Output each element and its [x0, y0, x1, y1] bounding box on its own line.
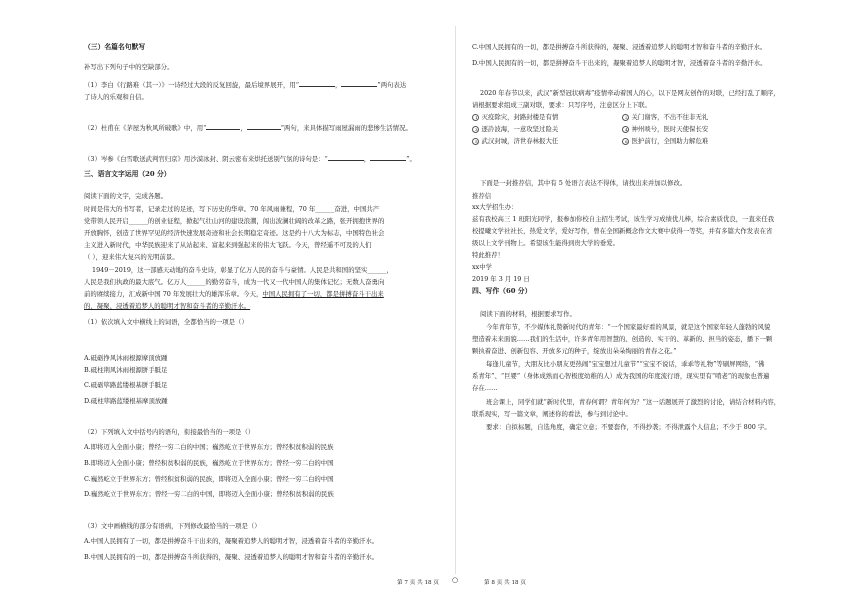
letter-title: 推荐信: [472, 192, 492, 200]
question-2: （2）下列填入文中括号内的语句，衔接最恰当的一项是（）: [84, 428, 255, 436]
q2-option-a[interactable]: A.即将迈入全面小康；曾经一穷二白的中国；巍然屹立于世界东方；曾经积贫积弱的民族: [84, 443, 334, 451]
page-separator: ○: [452, 576, 459, 584]
passage-p2-line1: 1949－2019，这一部感天动地的奋斗史诗，彰显了亿万人民的奋斗与豪情。人民是共和国的坚实______，: [92, 266, 393, 274]
q3-option-d[interactable]: D.中国人民拥有的一切，都是拼搏奋斗干出来的，凝聚着追梦人的聪明才智，浸透着奋斗者的辛勤汗水。: [472, 59, 767, 67]
section-3-instruction: 补写出下列句子中的空缺部分。: [84, 63, 174, 71]
underlined-sentence: 中国人民拥有了一切，都是拼搏奋斗干出来: [262, 290, 384, 298]
writing-requirements: 要求：自拟标题，自选角度，确定立意；不要套作，不得抄袭；不得泄露个人信息；不少于 800 字。: [486, 423, 771, 431]
letter-line1: 兹有我校高三 1 班阳光同学，报参加你校自主招生考试，该生学习成绩优儿棒，综合素质优良，一直来任我: [472, 215, 775, 223]
couplet-item-4: 4 神州啖兮，医时天使保长安: [622, 125, 708, 134]
section-language-title: 三、语言文字运用（20 分）: [84, 170, 171, 178]
q3-option-b[interactable]: B.中国人民拥有的一切，都是拼搏奋斗所获得的，凝聚、浸透着追梦人的聪明才智和奋斗者的辛勤汗水。: [84, 553, 379, 561]
letter-signature: xx中学: [472, 263, 492, 271]
writing-material-line3: 颗执着奋进、创新包容、开放多元的种子，绽放出朵朵绚丽的青春之花。”: [472, 347, 677, 355]
q1-option-a[interactable]: A.砥砺挣风沐雨根源摩顶放踵: [84, 354, 168, 362]
column-divider: [455, 26, 456, 574]
passage-p2-line3: 前的赓续接力，汇成新中国 70 年发展壮大的雄浑乐章。今天，中国人民拥有了一切，都是拼搏奋斗干出来: [84, 290, 384, 298]
q1-option-d[interactable]: D.砥柱筚路蓝缕根基摩顶放踵: [84, 397, 168, 405]
q3-option-a[interactable]: A.中国人民拥有了一切，都是拼搏奋斗干出来的，凝聚着追梦人的聪明才智，浸透着奋斗者的辛勤汗水。: [84, 537, 379, 545]
writing-material-line6: 存在……: [472, 384, 498, 392]
writing-material-line5: 系青年”、“巨婴”（身体成熟而心智极度幼稚的人）成为我国的年度流行语，现实里有“啃老”的现象也普遍: [472, 372, 770, 380]
letter-line2: 校提曦文学社社长，热爱文学，爱好写作，曾在全国新概念作文大赛中获得一等奖，并有多篇大作发表在省: [472, 227, 773, 235]
underlined-sentence-cont: 的，凝聚、浸透着追梦人的聪明才智和奋斗者的辛勤汗水。: [84, 302, 251, 310]
section-3-title: （三）名篇名句默写: [84, 43, 146, 51]
passage-p1-line3: 开放胸怀，创造了世界罕见的经济快速发展奇迹和社会长期稳定奇迹。这是约十八大为标志，中国特色社会: [84, 229, 385, 237]
page-number-left: 第 7 页 共 18 页: [397, 580, 439, 586]
couplet-item-6: 6 医护前行，全国助力解危难: [622, 137, 708, 146]
recite-q1-cont: 了诗人的乐观和自信。: [84, 93, 148, 101]
q1-option-b[interactable]: B.砥柱荆风沐雨根源胼手胝足: [84, 366, 168, 374]
writing-material-line2: 塑造着未来面貌……我们的生活中，许多青年用智慧的、创造的、实干的、革新的、担当的姿态，播下一颗: [472, 335, 773, 343]
letter-date: 2019 年 3 月 19 日: [472, 275, 530, 283]
writing-instruction: 阅读下面的材料，根据要求写作。: [480, 310, 576, 318]
letter-recipient: xx大学招生办：: [472, 203, 518, 211]
passage-p1-line4: 主义进入新时代，中华民族迎来了从站起来、富起来到强起来的伟大飞跃。今天，曾经遥不可及的人们: [84, 241, 372, 249]
q3-option-c[interactable]: C.中国人民拥有的一切，都是拼搏奋斗所获得的，凝聚、浸透着追梦人的聪明才智和奋斗者的辛勤汗水。: [472, 43, 767, 51]
section-writing-title: 四、写作（60 分）: [472, 287, 532, 295]
recite-q3: （3）岑参《白雪歌送武判官归京》用沙漠冰封、阴云密布来烘托送别气氛的诗句是：“ ， ”。: [84, 155, 416, 163]
letter-line3: 级以上文学刊物上。希望该生能得到贵大学的垂爱。: [472, 239, 619, 247]
letter-instruction: 下面是一封推荐信，其中有 5 处语言表达不得体，请找出来并加以修改。: [480, 179, 687, 187]
writing-material-line4: 每逢儿童节，大朋友比小朋友更热闹“宝宝想过儿童节”“宝宝不说话，乖乖等礼物”等刷屏网络，“佛: [486, 360, 765, 368]
reading-instruction: 阅读下面的文字，完成各题。: [84, 192, 168, 200]
passage-p2-line2: 人民是我们执政的最大底气。亿万人______的勤劳奋斗，成为一代又一代中国人的集体记忆；无数人奋勇向: [84, 278, 385, 286]
writing-material-line1: 今年青年节，不少媒体礼赞新时代的青年：“一个国家最好看的风景，就是这个国家年轻人蓬勃的风貌: [486, 323, 771, 331]
passage-p1-line5: （ ），迎来伟大复兴的光明前景。: [84, 253, 179, 261]
q2-option-d[interactable]: D.巍然屹立于世界东方；曾经一穷二白的中国，即将迈入全面小康；曾经积贫积弱的民族: [84, 490, 334, 498]
couplet-item-3: 3 逐訡波海，一意攻坚过险关: [472, 125, 558, 134]
passage-p1-line2: 党带领人民开启______的创业征程，掀起气壮山河的建设浪潮，闯出波澜壮阔的改革之路，张开拥抱世界的: [84, 217, 385, 225]
q1-option-c[interactable]: C.砥砺筚路蓝缕根基胼手胝足: [84, 381, 168, 389]
writing-task-line1: 班会课上，同学们就“新时代里，青春何谓？青年何为？”这一话题展开了激烈的讨论，请结合材料内容，: [486, 398, 781, 406]
page-number-right: 第 8 页 共 18 页: [484, 580, 526, 586]
writing-task-line2: 联系现实，写一篇文章，阐述你的看法，参与到讨论中。: [472, 410, 632, 418]
recite-q1: （1）李白《行路难（其一）》一诗经过大段的反复回旋，最后境界展开，用“ ， ”两句表达: [84, 81, 407, 89]
question-1: （1）依次填入文中横线上的词语，全都恰当的一项是（）: [84, 318, 248, 326]
question-3: （3）文中画横线的部分有语病，下列修改最恰当的一项是（）: [84, 522, 261, 530]
couplet-item-1: 1 灭疫除灾，封路封楼是有情: [472, 113, 558, 122]
q2-option-b[interactable]: B.即将迈入全面小康；曾经积贫积弱的民族，巍然屹立于世界东方；曾经一穷二白的中国: [84, 459, 334, 467]
passage-p1-line1: 时间是伟大的书写者，记录走过的足迹，写下历史的华章。70 年风雨兼程，70 年______奋进，中国共产: [84, 205, 380, 213]
letter-line4: 特此推荐！: [472, 251, 504, 259]
couplet-prompt-line2: 请根据要求组成三副对联，要求：只写序号，注意区分上下联。: [472, 101, 651, 109]
couplet-item-2: 2 关门谢客，不出不往非无礼: [622, 113, 708, 122]
couplet-prompt-line1: 2020 年春节以来，武汉“新型冠状病毒”疫情牵动着国人的心，以下是网友创作的对联，已经打乱了顺序，: [480, 89, 780, 97]
q2-option-c[interactable]: C.巍然屹立于世界东方；曾经积贫积弱的民族，即将迈入全面小康；曾经一穷二白的中国: [84, 475, 334, 483]
recite-q2: （2）杜甫在《茅屋为秋风所破歌》中，用“ ， ”两句，来具体描写雨屋漏雨的悲惨生活情况。: [84, 124, 412, 132]
couplet-item-5: 5 武汉封城，济世春林报大任: [472, 137, 558, 146]
